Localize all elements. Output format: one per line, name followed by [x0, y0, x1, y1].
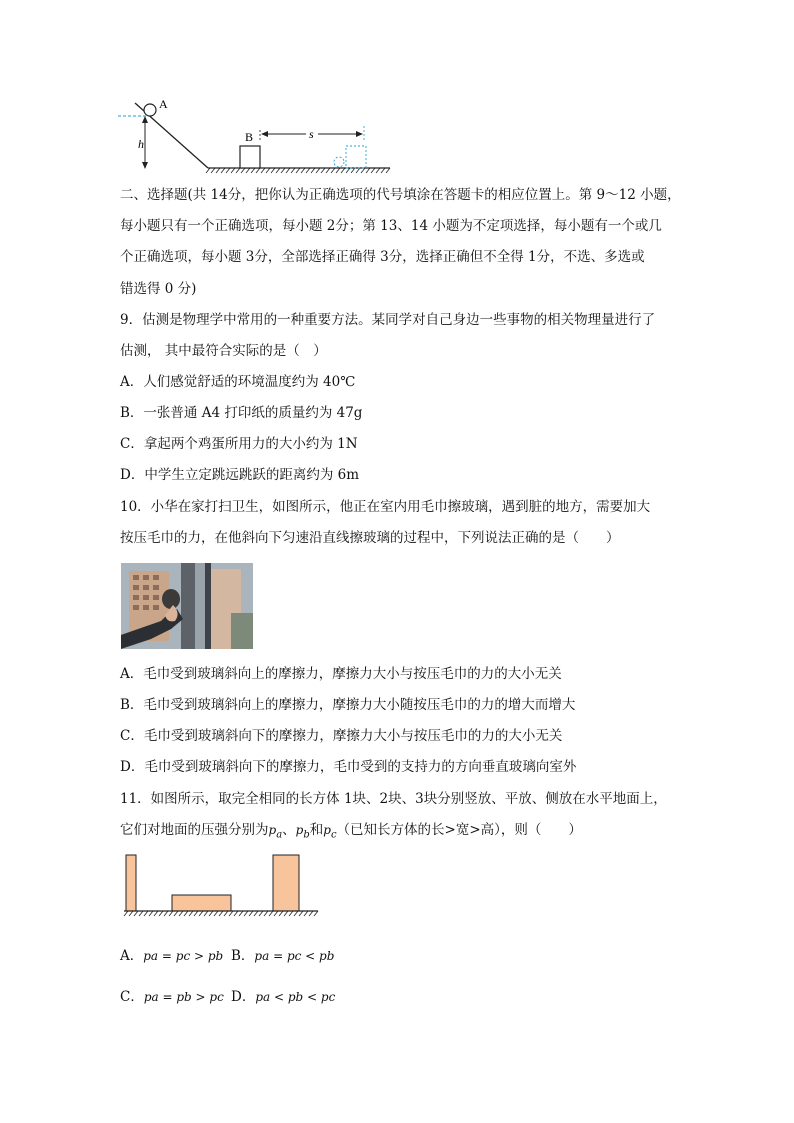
symbol-pc: $p_c$	[323, 823, 337, 841]
window-cleaning-photo	[121, 563, 253, 649]
q10-stem-1: 10．小华在家打扫卫生，如图所示，他正在室内用毛巾擦玻璃，遇到脏的地方，需要加大	[120, 499, 651, 515]
q11-option-c-expr: pa = pb > pc	[143, 990, 224, 1004]
q10-option-b: B．毛巾受到玻璃斜向上的摩擦力，摩擦力大小随按压毛巾的力的增大而增大	[120, 697, 576, 713]
section2-line-1: 二、选择题(共 14分，把你认为正确选项的代号填涂在答题卡的相应位置上。第 9～12 小题，	[120, 187, 681, 203]
q9-option-b: B．一张普通 A4 打印纸的质量约为 47g	[120, 405, 363, 421]
q9-stem-1: 9．估测是物理学中常用的一种重要方法。某同学对自己身边一些事物的相关物理量进行了	[120, 312, 656, 328]
q9-option-c: C．拿起两个鸡蛋所用力的大小约为 1N	[120, 436, 358, 452]
blocks-figure	[122, 852, 322, 918]
q9-stem-2: 估测， 其中最符合实际的是（ ）	[120, 343, 327, 359]
label-s: s	[309, 127, 314, 141]
q11-option-c: C．pa = pb > pc	[120, 989, 224, 1005]
q10-stem-2: 按压毛巾的力，在他斜向下匀速沿直线擦玻璃的过程中，下列说法正确的是（ ）	[120, 530, 620, 546]
ghost-ball	[334, 157, 344, 167]
block-side	[273, 855, 299, 911]
ghost-block	[346, 146, 366, 168]
slope-figure	[118, 96, 393, 178]
q11-option-d-expr: pa < pb < pc	[255, 990, 336, 1004]
ground-hatch-2	[124, 911, 318, 916]
q11-stem-2: 它们对地面的压强分别为$p_a$、$p_b$和$p_c$（已知长方体的长>宽>高），则（ ）	[120, 822, 582, 841]
symbol-pb: $p_b$	[295, 823, 310, 841]
ground-hatch	[206, 168, 390, 173]
q9-option-a: A．人们感觉舒适的环境温度约为 40℃	[120, 374, 356, 390]
section2-line-3: 个正确选项，每小题 3分，全部选择正确得 3分，选择正确但不全得 1分，不选、多选或	[120, 249, 645, 265]
q11-option-d: D．pa < pb < pc	[231, 989, 336, 1005]
q11-stem-1: 11．如图所示，取完全相同的长方体 1块、2块、3块分别竖放、平放、侧放在水平地面上，	[120, 791, 667, 807]
q11-stem-2-post: （已知长方体的长>宽>高），则（ ）	[336, 822, 582, 838]
q10-option-d: D．毛巾受到玻璃斜向下的摩擦力，毛巾受到的支持力的方向垂直玻璃向室外	[120, 759, 577, 775]
q11-stem-2-pre: 它们对地面的压强分别为	[120, 822, 269, 838]
block-vertical	[126, 855, 136, 911]
q10-option-a: A．毛巾受到玻璃斜向上的摩擦力，摩擦力大小与按压毛巾的力的大小无关	[120, 666, 562, 682]
label-a: A	[159, 97, 168, 111]
q11-option-a: A．pa = pc > pb	[120, 948, 224, 964]
ball-a	[144, 104, 156, 116]
q11-option-b: B．pa = pc < pb	[231, 948, 335, 964]
q11-option-a-expr: pa = pc > pb	[143, 949, 224, 963]
block-b	[240, 146, 260, 168]
q9-option-d: D．中学生立定跳远跳跃的距离约为 6m	[120, 467, 360, 483]
block-flat	[172, 895, 231, 911]
label-h: h	[138, 137, 144, 151]
section2-line-2: 每小题只有一个正确选项，每小题 2分；第 13、14 小题为不定项选择，每小题有一个或几	[120, 218, 662, 234]
q11-option-b-expr: pa = pc < pb	[254, 949, 335, 963]
label-b: B	[245, 130, 254, 144]
q10-option-c: C．毛巾受到玻璃斜向下的摩擦力，摩擦力大小与按压毛巾的力的大小无关	[120, 728, 563, 744]
symbol-pa: $p_a$	[268, 823, 283, 841]
section2-line-4: 错选得 0 分)	[120, 281, 197, 297]
